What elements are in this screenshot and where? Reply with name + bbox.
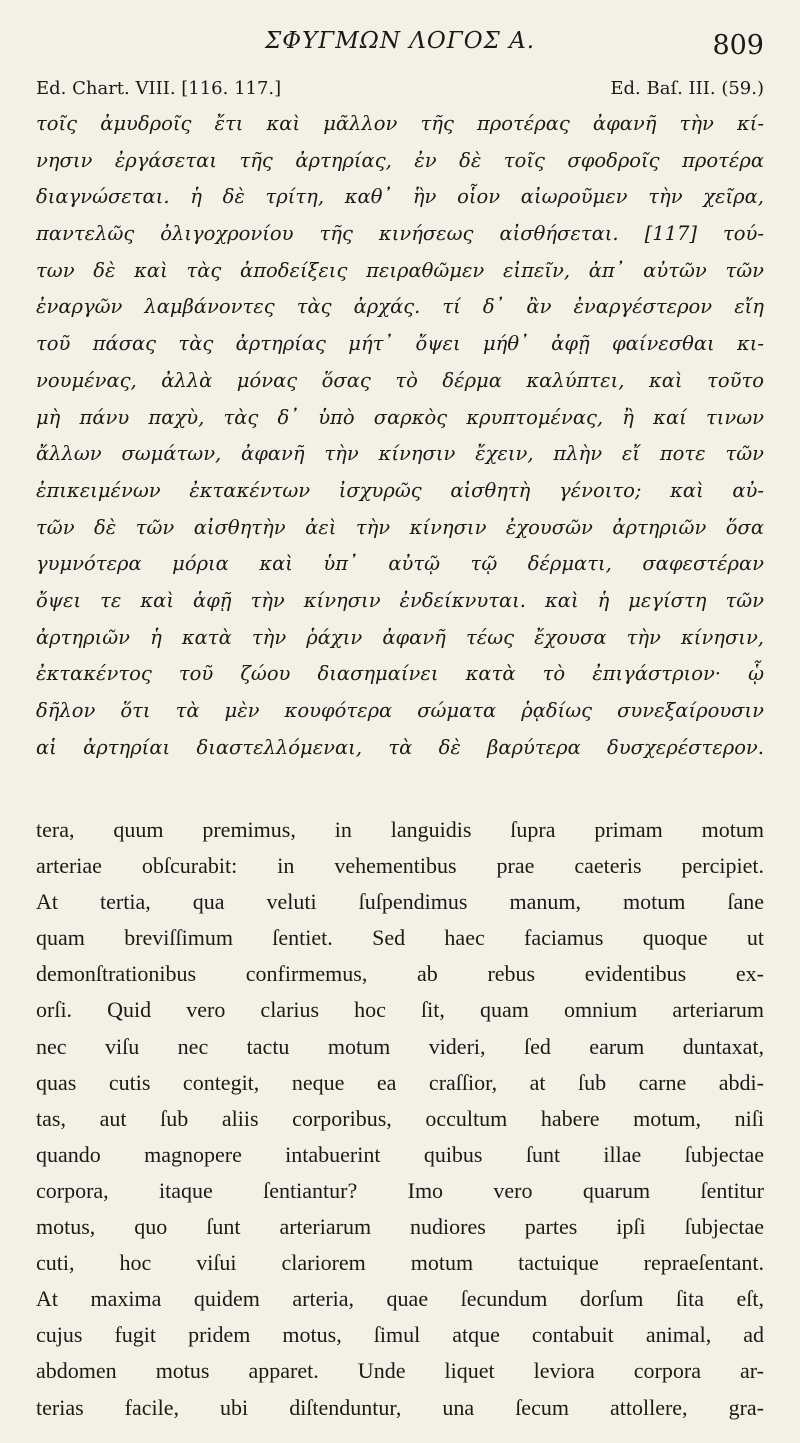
page-number: 809 bbox=[712, 30, 764, 61]
latin-text-line: cujus fugit pridem motus, ſimul atque contabuit animal, ad bbox=[36, 1322, 764, 1348]
latin-text-line: demonſtrationibus confirmemus, ab rebus evidentibus ex- bbox=[36, 961, 764, 987]
greek-text-line: ἄλλων σωμάτων, ἀφανῆ τὴν κίνησιν ἔχειν, πλὴν εἴ ποτε τῶν bbox=[36, 442, 764, 466]
greek-text-line: ἀρτηριῶν ἡ κατὰ τὴν ῥάχιν ἀφανῆ τέως ἔχουσα τὴν κίνησιν, bbox=[36, 625, 764, 649]
greek-text-line: γυμνότερα μόρια καὶ ὑπ᾽ αὐτῷ τῷ δέρματι, σαφεστέραν bbox=[36, 552, 764, 576]
greek-text-line: ἐναργῶν λαμβάνοντες τὰς ἀρχάς. τί δ᾽ ἂν ἐναργέστερον εἴη bbox=[36, 295, 764, 319]
latin-text-line: terias facile, ubi diſtenduntur, una ſecum attollere, gra- bbox=[36, 1394, 764, 1420]
edition-reference-row bbox=[36, 78, 764, 104]
latin-text-line: At tertia, qua veluti ſuſpendimus manum, motum ſane bbox=[36, 889, 764, 915]
greek-text-line: μὴ πάνυ παχὺ, τὰς δ᾽ ὑπὸ σαρκὸς κρυπτομένας, ἢ καί τινων bbox=[36, 405, 764, 429]
latin-text-line: tas, aut ſub aliis corporibus, occultum habere motum, niſi bbox=[36, 1105, 764, 1131]
greek-text-line: ἐπικειμένων ἐκτακέντων ἰσχυρῶς αἰσθητὴ γένοιτο; καὶ αὐ- bbox=[36, 478, 764, 502]
latin-text-line: abdomen motus apparet. Unde liquet leviora corpora ar- bbox=[36, 1358, 764, 1384]
greek-text-line: νησιν ἐργάσεται τῆς ἀρτηρίας, ἐν δὲ τοῖς σφοδροῖς προτέρα bbox=[36, 148, 764, 172]
greek-text-line: ἐκτακέντος τοῦ ζώου διασημαίνει κατὰ τὸ ἐπιγάστριον· ᾧ bbox=[36, 662, 764, 686]
edition-reference-left: Ed. Chart. VIII. [116. 117.] bbox=[36, 78, 282, 99]
latin-text-line: tera, quum premimus, in languidis ſupra primam motum bbox=[36, 817, 764, 842]
greek-text-line: νουμένας, ἀλλὰ μόνας ὅσας τὸ δέρμα καλύπτει, καὶ τοῦτο bbox=[36, 368, 764, 392]
latin-text-line: orſi. Quid vero clarius hoc ſit, quam omnium arteriarum bbox=[36, 997, 764, 1023]
greek-text-line: τοῖς ἀμυδροῖς ἔτι καὶ μᾶλλον τῆς προτέρας ἀφανῆ τὴν κί- bbox=[36, 112, 764, 135]
latin-text-line: quam breviſſimum ſentiet. Sed haec faciamus quoque ut bbox=[36, 925, 764, 951]
greek-text-line: παντελῶς ὀλιγοχρονίου τῆς κινήσεως αἰσθήσεται. [117] τού- bbox=[36, 222, 764, 246]
latin-text-line: quas cutis contegit, neque ea craſſior, at ſub carne abdi- bbox=[36, 1069, 764, 1095]
latin-text-line: cuti, hoc viſui clariorem motum tactuique repraeſentant. bbox=[36, 1250, 764, 1276]
edition-reference-right: Ed. Baſ. III. (59.) bbox=[610, 78, 764, 99]
greek-text-line: ὄψει τε καὶ ἁφῇ τὴν κίνησιν ἐνδείκνυται. καὶ ἡ μεγίστη τῶν bbox=[36, 588, 764, 612]
greek-text-block bbox=[36, 106, 764, 766]
greek-text-line: δῆλον ὅτι τὰ μὲν κουφότερα σώματα ῥᾳδίως συνεξαίρουσιν bbox=[36, 699, 764, 722]
greek-text-line: διαγνώσεται. ἡ δὲ τρίτη, καθ᾽ ἣν οἷον αἰωροῦμεν τὴν χεῖρα, bbox=[36, 185, 764, 209]
latin-text-block bbox=[36, 812, 764, 1426]
greek-text-line: αἱ ἀρτηρίαι διαστελλόμεναι, τὰ δὲ βαρύτερα δυσχερέστερον. bbox=[36, 735, 764, 759]
greek-text-line: τοῦ πάσας τὰς ἀρτηρίας μήτ᾽ ὄψει μήθ᾽ ἁφῇ φαίνεσθαι κι- bbox=[36, 332, 764, 356]
latin-text-line: nec viſu nec tactu motum videri, ſed earum duntaxat, bbox=[36, 1033, 764, 1059]
greek-text-line: των δὲ καὶ τὰς ἀποδείξεις πειραθῶμεν εἰπεῖν, ἀπ᾽ αὐτῶν τῶν bbox=[36, 258, 764, 282]
latin-text-line: At maxima quidem arteria, quae ſecundum dorſum ſita eſt, bbox=[36, 1286, 764, 1312]
latin-text-line: corpora, itaque ſentiantur? Imo vero quarum ſentitur bbox=[36, 1177, 764, 1203]
latin-text-line: quando magnopere intabuerint quibus ſunt illae ſubjectae bbox=[36, 1141, 764, 1167]
greek-text-line: τῶν δὲ τῶν αἰσθητὴν ἀεὶ τὴν κίνησιν ἐχουσῶν ἀρτηριῶν ὅσα bbox=[36, 515, 764, 539]
latin-text-line: arteriae obſcurabit: in vehementibus prae caeteris percipiet. bbox=[36, 853, 764, 879]
running-title: ΣΦΥΓΜΩΝ ΛΟΓΟΣ Α. bbox=[264, 28, 536, 54]
latin-text-line: motus, quo ſunt arteriarum nudiores partes ipſi ſubjectae bbox=[36, 1214, 764, 1240]
